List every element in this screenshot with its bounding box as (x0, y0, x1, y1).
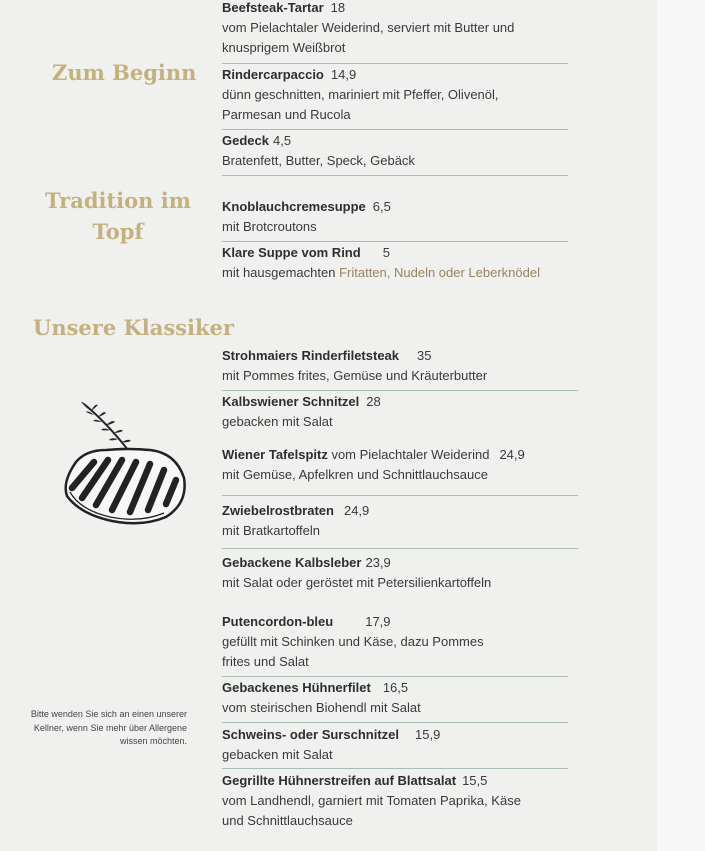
menu-item (222, 197, 391, 237)
divider (222, 768, 568, 769)
menu-item (222, 0, 514, 58)
page-margin (657, 0, 705, 851)
section-heading-klassiker: Unsere Klassiker (33, 315, 234, 340)
item-title-line (222, 612, 484, 632)
item-description: und Schnittlauchsauce (222, 813, 353, 828)
item-title-line (222, 445, 525, 465)
item-price: 14,9 (330, 67, 357, 82)
heading-line: Tradition im (45, 188, 191, 213)
description-text: mit hausgemachten (222, 265, 340, 280)
item-name: Rindercarpaccio (222, 67, 324, 82)
menu-item (222, 131, 415, 171)
note-line: Kellner, wenn Sie mehr über Allergene (33, 722, 187, 733)
item-price: 35 (417, 348, 432, 363)
menu-item (222, 612, 484, 672)
item-name: Knoblauchcremesuppe (222, 199, 366, 214)
item-description: mit Brotcroutons (222, 219, 317, 234)
item-description: frites und Salat (222, 654, 309, 669)
item-description: mit Salat oder geröstet mit Petersilienkartoffeln (222, 575, 492, 590)
item-description: mit Gemüse, Apfelkren und Schnittlauchsauce (222, 467, 488, 482)
item-title-line (222, 243, 540, 263)
section-heading-zum-beginn: Zum Beginn (52, 60, 197, 85)
item-description: gebacken mit Salat (222, 414, 333, 429)
item-title-line (222, 771, 521, 791)
item-name: Gegrillte Hühnerstreifen auf Blattsalat (222, 773, 457, 788)
divider (222, 63, 568, 64)
item-description: mit Bratkartoffeln (222, 523, 321, 538)
item-price: 18 (330, 0, 346, 15)
item-price: 24,9 (499, 447, 525, 462)
item-price: 5 (382, 245, 390, 260)
item-name: Klare Suppe vom Rind (222, 245, 361, 260)
item-price: 28 (366, 394, 381, 409)
item-title-line (222, 197, 391, 217)
item-name: Gebackenes Hühnerfilet (222, 680, 371, 695)
note-line: Bitte wenden Sie sich an einen unserer (30, 709, 187, 719)
menu-item (222, 678, 421, 718)
item-title-line (222, 131, 415, 151)
item-name: Beefsteak-Tartar (222, 0, 324, 15)
divider (222, 548, 578, 549)
menu-item (222, 243, 540, 283)
item-description: knusprigem Weißbrot (222, 40, 346, 55)
menu-item (222, 445, 525, 485)
menu-item (222, 553, 491, 593)
item-name: Wiener Tafelspitz (222, 447, 328, 462)
divider (222, 390, 578, 391)
divider (222, 676, 568, 677)
item-description: Parmesan und Rucola (222, 107, 351, 122)
heading-line: Topf (92, 219, 144, 244)
item-description: dünn geschnitten, mariniert mit Pfeffer, Olivenöl, (222, 87, 499, 102)
item-title-line (222, 553, 491, 573)
item-description: vom Pielachtaler Weiderind, serviert mit Butter und (222, 20, 515, 35)
item-title-line (222, 346, 487, 366)
item-description: vom steirischen Biohendl mit Salat (222, 700, 421, 715)
menu-item (222, 392, 381, 432)
item-description: gebacken mit Salat (222, 747, 333, 762)
menu-item (222, 65, 499, 125)
note-line: wissen möchten. (119, 736, 187, 746)
item-price: 6,5 (372, 199, 391, 214)
item-price: 16,5 (382, 680, 409, 695)
item-name-suffix: vom Pielachtaler Weiderind (327, 447, 490, 462)
item-description: mit Pommes frites, Gemüse und Kräuterbutter (222, 368, 488, 383)
divider (222, 495, 578, 496)
item-description: gefüllt mit Schinken und Käse, dazu Pommes (222, 634, 484, 649)
item-title-line (222, 65, 499, 85)
grilled-steak-rosemary-icon (58, 400, 193, 528)
item-price: 17,9 (365, 614, 391, 629)
item-title-line (222, 678, 421, 698)
menu-item (222, 725, 440, 765)
item-name: Kalbswiener Schnitzel (222, 394, 360, 409)
item-price: 4,5 (272, 133, 292, 148)
description-highlight: Fritatten, Nudeln oder Leberknödel (339, 265, 540, 280)
divider (222, 241, 568, 242)
menu-item (222, 501, 369, 541)
divider (222, 722, 568, 723)
divider (222, 175, 568, 176)
item-title-line (222, 0, 514, 18)
item-title-line (222, 392, 381, 412)
item-name: Strohmaiers Rinderfiletsteak (222, 348, 400, 363)
item-name: Putencordon-bleu (222, 614, 334, 629)
item-description: Bratenfett, Butter, Speck, Gebäck (222, 153, 415, 168)
section-heading-tradition (38, 185, 198, 247)
item-title-line (222, 725, 440, 745)
menu-item (222, 346, 487, 386)
item-name: Schweins- oder Surschnitzel (222, 727, 399, 742)
allergen-note (12, 708, 187, 749)
item-price: 15,5 (462, 773, 488, 788)
item-name: Gedeck (222, 133, 269, 148)
item-name: Zwiebelrostbraten (222, 503, 334, 518)
item-description: vom Landhendl, garniert mit Tomaten Paprika, Käse (222, 793, 521, 808)
item-price: 24,9 (343, 503, 370, 518)
divider (222, 129, 568, 130)
item-title-line (222, 501, 369, 521)
item-price: 23,9 (365, 555, 391, 570)
menu-item (222, 771, 521, 831)
item-name: Gebackene Kalbsleber (222, 555, 362, 570)
item-description (222, 263, 540, 283)
item-price: 15,9 (415, 727, 441, 742)
